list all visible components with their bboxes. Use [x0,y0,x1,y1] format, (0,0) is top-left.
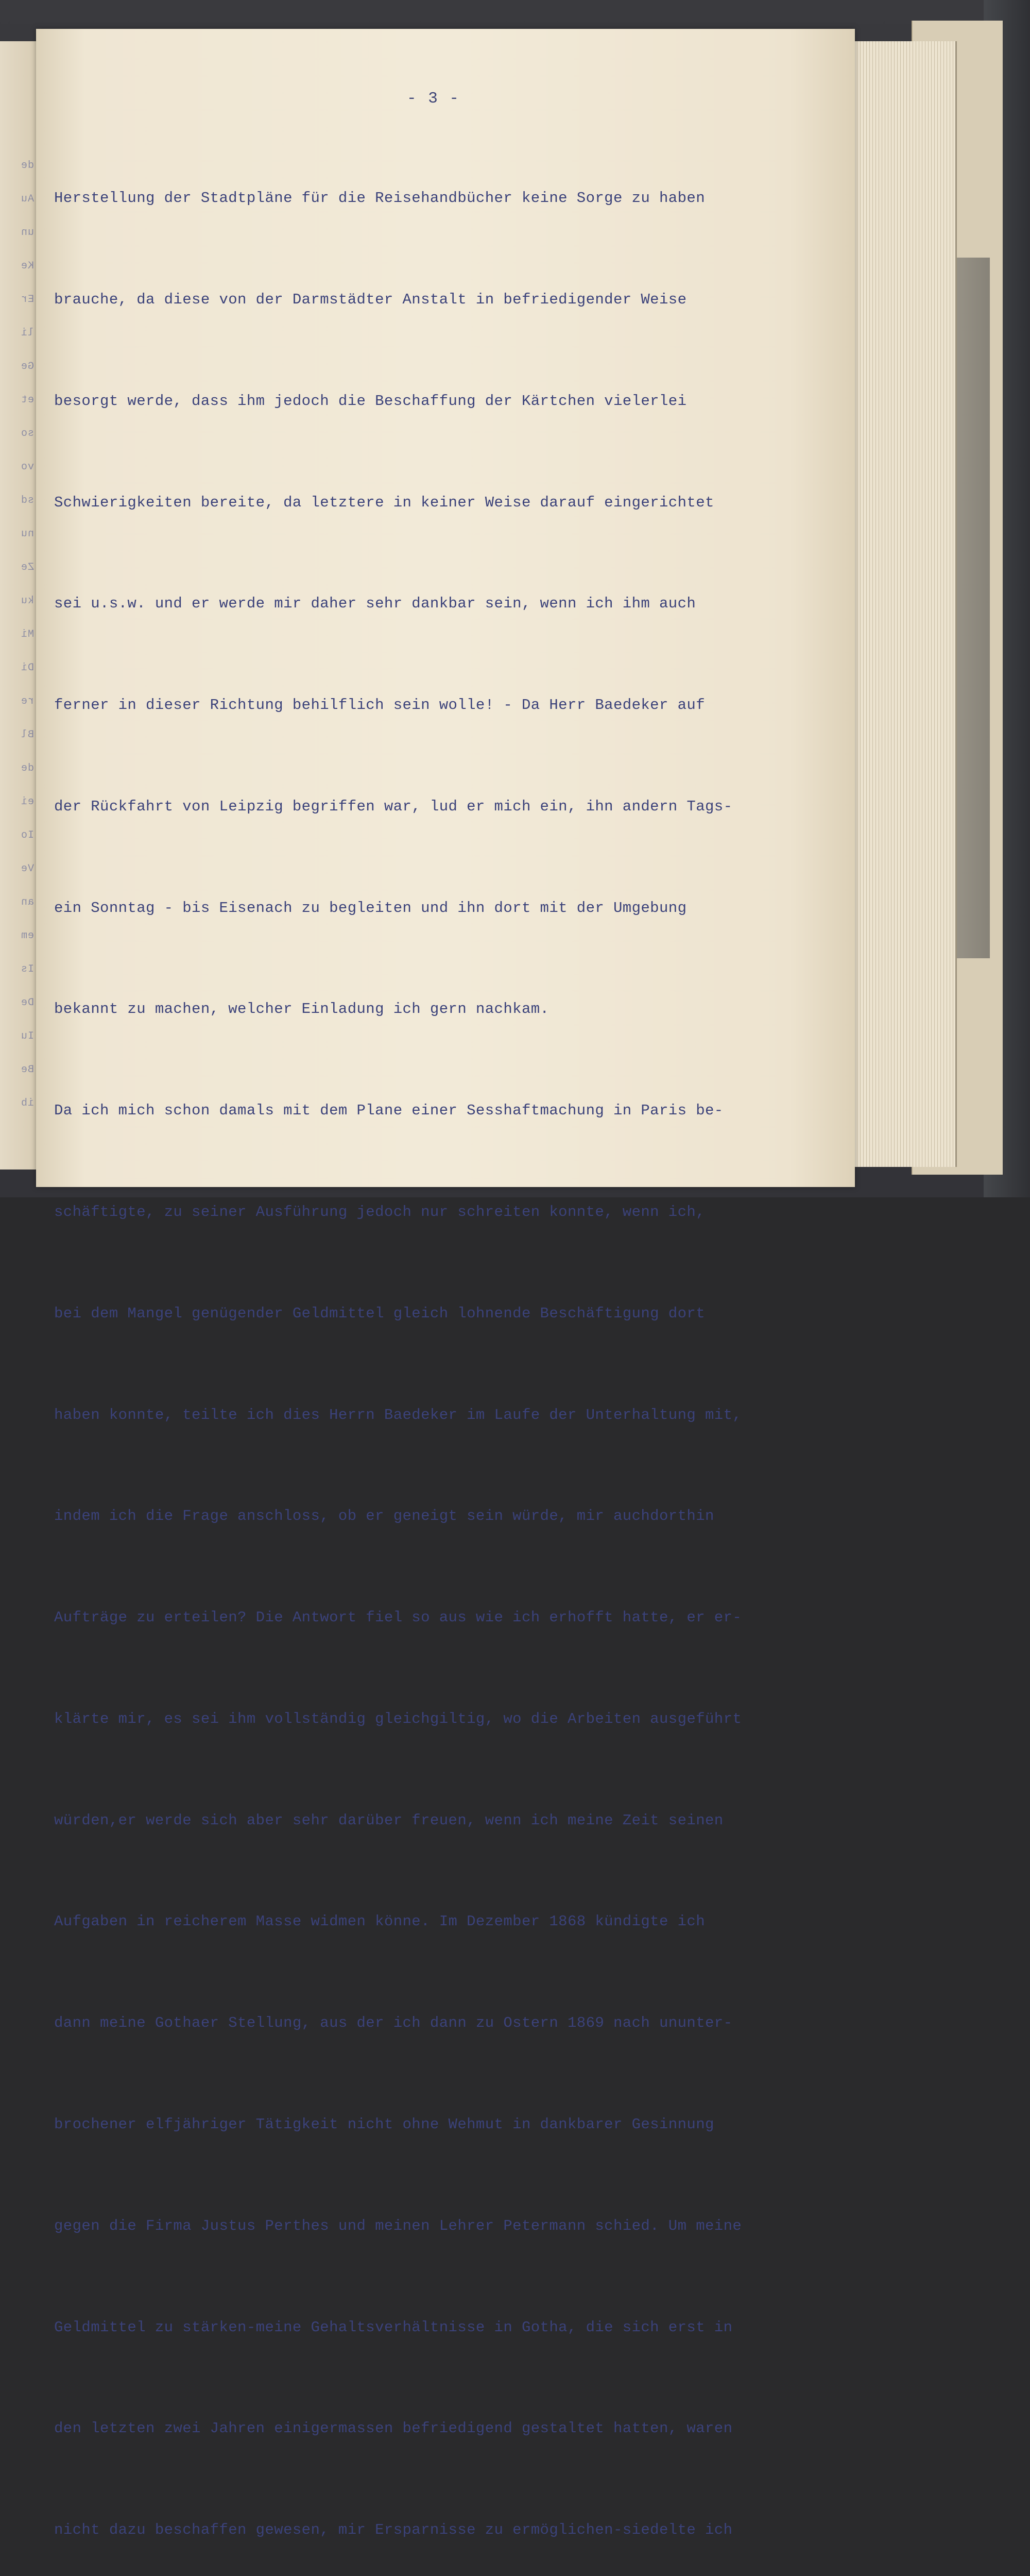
text-line: Schwierigkeiten bereite, da letztere in keiner Weise darauf eingerichtet [54,494,714,511]
text-line: ferner in dieser Richtung behilflich sein wolle! - Da Herr Baedeker auf [54,697,706,714]
text-line: indem ich die Frage anschloss, ob er geneigt sein würde, mir auchdorthin [54,1507,714,1525]
text-line: klärte mir, es sei ihm vollständig gleichgiltig, wo die Arbeiten ausgeführt [54,1710,742,1727]
text-line: der Rückfahrt von Leipzig begriffen war, lud er mich ein, ihn andern Tags- [54,798,733,815]
left-page-fragment: vo [20,461,34,473]
page-number: - 3 - [407,90,460,108]
left-page-fragment: re [20,696,34,707]
text-line: nicht dazu beschaffen gewesen, mir Ersparnisse zu ermöglichen-siedelte ich [54,2521,733,2539]
text-line: bei dem Mangel genügender Geldmittel gleich lohnende Beschäftigung dort [54,1304,706,1322]
text-line: Herstellung der Stadtpläne für die Reisehandbücher keine Sorge zu haben [54,190,706,207]
page-body-text [54,114,742,2576]
left-page-fragment: Is [20,963,34,975]
left-page-fragment: nu [20,528,34,540]
left-page-fragment: Mi [20,629,34,640]
left-page-fragment: li [20,327,34,339]
left-page-fragment: Ve [20,863,34,875]
left-page-fragment: et [20,394,34,406]
left-page-fragment: sd [20,495,34,506]
left-page-fragment: Ke [20,260,34,272]
left-page-fragment: ku [20,595,34,607]
left-page-fragment: un [20,227,34,239]
left-page-fragment: Bl [20,729,34,741]
text-line: haben konnte, teilte ich dies Herrn Baedeker im Laufe der Unterhaltung mit, [54,1406,742,1423]
left-page-fragment: Io [20,829,34,841]
text-line: gegen die Firma Justus Perthes und meinen Lehrer Petermann schied. Um meine [54,2217,742,2234]
left-page-fragment: Be [20,1064,34,1076]
text-line: bekannt zu machen, welcher Einladung ich gern nachkam. [54,1001,550,1018]
text-line: den letzten zwei Jahren einigermassen befriedigend gestaltet hatten, waren [54,2420,733,2437]
left-page-fragment: Er [20,294,34,306]
left-page-fragment: an [20,896,34,908]
text-line: brauche, da diese von der Darmstädter Anstalt in befriedigender Weise [54,291,687,308]
text-line: Aufträge zu erteilen? Die Antwort fiel so aus wie ich erhofft hatte, er er- [54,1609,742,1626]
text-line: brochener elfjähriger Tätigkeit nicht ohne Wehmut in dankbarer Gesinnung [54,2116,714,2133]
left-page-fragment: De [20,997,34,1009]
left-page-fragment: de [20,160,34,172]
left-page-fragment: Au [20,193,34,205]
left-page-fragment: Ge [20,361,34,372]
left-page-fragment: em [20,930,34,942]
text-line: Geldmittel zu stärken-meine Gehaltsverhältnisse in Gotha, die sich erst in [54,2318,733,2336]
left-page-fragment: Iu [20,1030,34,1042]
left-page-fragment: ei [20,796,34,808]
left-page-fragment: ib [20,1097,34,1109]
left-page-fragment: so [20,428,34,439]
text-line: würden,er werde sich aber sehr darüber freuen, wenn ich meine Zeit seinen [54,1811,724,1829]
page-edges-stack [842,41,957,1167]
text-line: besorgt werde, dass ihm jedoch die Beschaffung der Kärtchen vielerlei [54,392,687,410]
text-line: Aufgaben in reicherem Masse widmen könne. Im Dezember 1868 kündigte ich [54,1913,706,1930]
text-line: dann meine Gothaer Stellung, aus der ich dann zu Ostern 1869 nach ununter- [54,2014,733,2032]
left-page-fragment: de [20,762,34,774]
text-line: Da ich mich schon damals mit dem Plane einer Sesshaftmachung in Paris be- [54,1102,724,1120]
left-page-fragment: Ze [20,562,34,573]
typewritten-page [36,29,855,2539]
text-line: schäftigte, zu seiner Ausführung jedoch nur schreiten konnte, wenn ich, [54,1204,706,1221]
text-line: sei u.s.w. und er werde mir daher sehr dankbar sein, wenn ich ihm auch [54,595,696,613]
text-line: ein Sonntag - bis Eisenach zu begleiten und ihn dort mit der Umgebung [54,899,687,917]
left-page-fragment: Di [20,662,34,674]
